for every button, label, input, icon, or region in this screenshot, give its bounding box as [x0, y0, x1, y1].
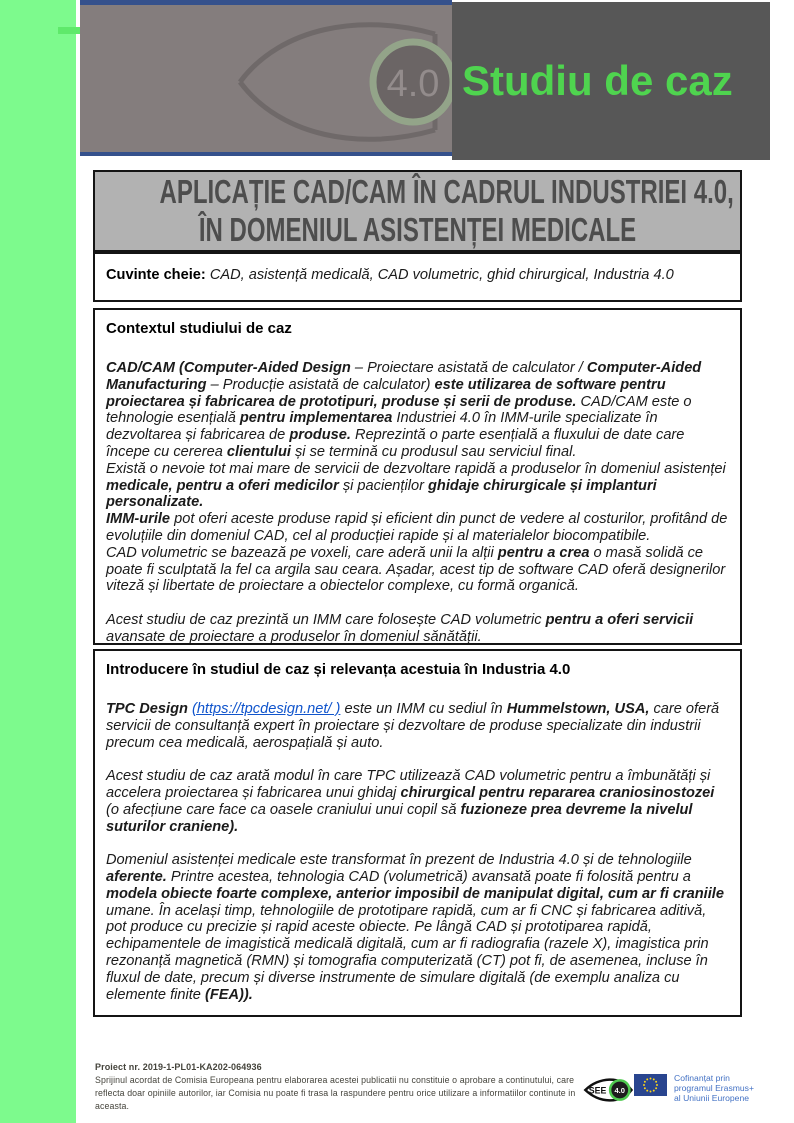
eu-flag-icon: [634, 1074, 667, 1096]
paragraph: [106, 360, 729, 461]
text-span: și se termină cu produsul sau serviciul final.: [295, 443, 577, 460]
text-span: este un IMM cu sediul în: [340, 701, 507, 717]
text-span: Există o nevoie tot mai mare de servicii de dezvoltare rapidă a produselor în domeniul asistenței: [106, 460, 726, 477]
page-header-title: Studiu de caz: [462, 57, 733, 104]
text-span: CAD volumetric se bazează pe voxeli, care aderă unii la alții: [106, 544, 498, 561]
section-introduction: [93, 649, 742, 1017]
footer: [95, 1061, 589, 1113]
footer-project-number: Proiect nr. 2019-1-PL01-KA202-064936: [95, 1062, 262, 1072]
tpcdesign-link[interactable]: (https://tpcdesign.net/ ): [191, 701, 341, 717]
text-span: o masă solidă ce poate fi sculptată la fel ca argila sau ceara. Așadar, acest tip de software CAD oferă designerilor viteză și libertate de proiectare a obiectelor complexe, cu formă organică.: [106, 544, 726, 595]
bold-text-span: chirurgical pentru repararea craniosinostozei: [400, 784, 715, 801]
paragraph: [106, 511, 729, 545]
bold-text-span: IMM-urile: [106, 511, 175, 528]
bold-text-span: modela obiecte foarte complexe, anterior imposibil de manipulat digital, cum ar fi craniile: [106, 885, 724, 902]
header-banner: [452, 2, 770, 160]
text-span: avansate de proiectare a produselor în domeniul sănătății.: [106, 628, 482, 645]
text-span: Acest studiu de caz prezintă un IMM care folosește CAD volumetric: [106, 611, 546, 628]
bold-text-span: TPC Design: [106, 701, 192, 717]
paragraph: [106, 701, 729, 751]
text-span: Printre acestea, tehnologia CAD (volumetrică) avansată poate fi folosită pentru a: [170, 868, 691, 885]
bold-text-span: (FEA)).: [204, 986, 253, 1003]
page-title-line-2: ÎN DOMENIUL ASISTENȚEI MEDICALE: [198, 211, 637, 249]
text-span: Domeniul asistenței medicale este transformat în prezent de Industria 4.0 și de tehnologiile: [106, 852, 692, 869]
paragraph: [106, 461, 729, 511]
bold-text-span: pentru implementarea: [239, 410, 397, 427]
bold-text-span: ghidaje chirurgicale și implanturi personalizate.: [106, 477, 657, 511]
bold-text-span: clientului: [226, 443, 295, 460]
header-image-panel: [80, 0, 452, 156]
keywords-text: CAD, asistență medicală, CAD volumetric, ghid chirurgical, Industria 4.0: [209, 267, 674, 283]
see-logo-badge: 4.0: [614, 1085, 625, 1095]
keywords-label: Cuvinte cheie:: [106, 267, 206, 283]
text-span: și pacienților: [342, 477, 428, 494]
bold-text-span: este utilizarea de software pentru proiectarea și fabricarea de prototipuri, produse și serii de produse.: [106, 376, 666, 410]
bold-text-span: medicale, pentru a oferi medicilor: [106, 477, 343, 494]
paragraph: [106, 612, 729, 645]
bold-text-span: pentru a oferi servicii: [545, 611, 694, 628]
section-introduction-body: [106, 701, 729, 1003]
see-logo-text: SEE: [588, 1085, 607, 1096]
section-introduction-heading: Introducere în studiul de caz și relevanța acestuia în Industria 4.0: [106, 661, 571, 678]
text-span: – Proiectare asistată de calculator /: [354, 360, 587, 376]
eu-funding-text: [674, 1074, 754, 1103]
bold-text-span: produse.: [289, 427, 356, 444]
text-span: umane. În același timp, tehnologiile de prototipare rapidă, cum ar fi CNC și fabricarea aditivă, pot produce cu precizie și rapid aceste obiecte. Pe lângă CAD și prototiparea rapidă, echipamentele de imagistică medicală digitală, cum ar fi radiografia (razele X), imagistica prin rezonanță magnetică (RMN) și tomografia computerizată (CT) pot fi, de asemenea, incluse în fluxul de date, precum și diverse instrumente de simulare digitală (de exemplu analiza cu elemente finite: [106, 902, 709, 1003]
text-span: Acest studiu de caz arată modul în care TPC utilizează CAD volumetric pentru a îmbunătăți și accelera proiectarea și fabricarea unui ghidaj: [106, 768, 711, 801]
paragraph: [106, 852, 729, 1003]
footer-disclaimer: Sprijinul acordat de Comisia Europeana pentru elaborarea acestei publicatii nu constituie o aprobare a continutului, care reflecta doar opiniile autorilor, iar Comisia nu poate fi trasa la raspundere pentru orice utilizare a informatiilor continute in aceasta.: [95, 1075, 576, 1111]
bold-text-span: fuzioneze prea devreme la nivelul suturilor craniene).: [106, 801, 693, 835]
bold-text-span: Computer-Aided Manufacturing: [106, 360, 702, 393]
paragraph: [106, 545, 729, 595]
bold-text-span: CAD/CAM (Computer-Aided Design: [106, 360, 355, 376]
section-context: [93, 308, 742, 645]
watermark-eye-icon: [236, 9, 452, 155]
eu-funding-line-3: al Uniunii Europene: [674, 1092, 750, 1103]
bold-text-span: pentru a crea: [497, 544, 594, 561]
section-context-body: [106, 360, 729, 645]
text-span: care oferă servicii de consultanță expert în proiectare și dezvoltare de produse specializate din industrii precum cea medicală, aerospațială și auto.: [106, 701, 720, 751]
keywords-box: [93, 252, 742, 302]
text-span: Industriei 4.0 în IMM-urile specializate în dezvoltarea și fabricarea de: [106, 410, 658, 444]
eu-funding-line-2: programul Erasmus+: [674, 1082, 754, 1093]
bold-text-span: Hummelstown, USA,: [506, 701, 654, 717]
text-span: – Producție asistată de calculator): [210, 376, 435, 393]
text-span: (o afecțiune care face ca oasele craniului unui copil să: [106, 801, 461, 818]
bold-text-span: aferente.: [106, 868, 171, 885]
page-title-box: [93, 170, 742, 252]
eu-funding-line-1: Cofinanțat prin: [674, 1073, 730, 1083]
watermark-badge-label: 4.0: [386, 63, 440, 105]
text-span: CAD/CAM este o tehnologie esențială: [106, 393, 692, 427]
text-span: pot oferi aceste produse rapid și eficient din punct de vedere al costurilor, profitând de evoluțiile din domeniul CAD, cel al producției rapide și al materialelor biocompatibile.: [106, 511, 728, 544]
section-context-heading: Contextul studiului de caz: [106, 320, 292, 337]
green-sidebar: [0, 0, 76, 1123]
text-span: Reprezintă o parte esențială a fluxului de date care începe cu cererea: [106, 427, 685, 460]
see-40-logo-eye-icon: [582, 1071, 634, 1109]
eu-funding-logo: [634, 1074, 754, 1103]
paragraph: [106, 768, 729, 835]
page-title-line-1: APLICAȚIE CAD/CAM ÎN CADRUL INDUSTRIEI 4.0,: [159, 173, 734, 211]
